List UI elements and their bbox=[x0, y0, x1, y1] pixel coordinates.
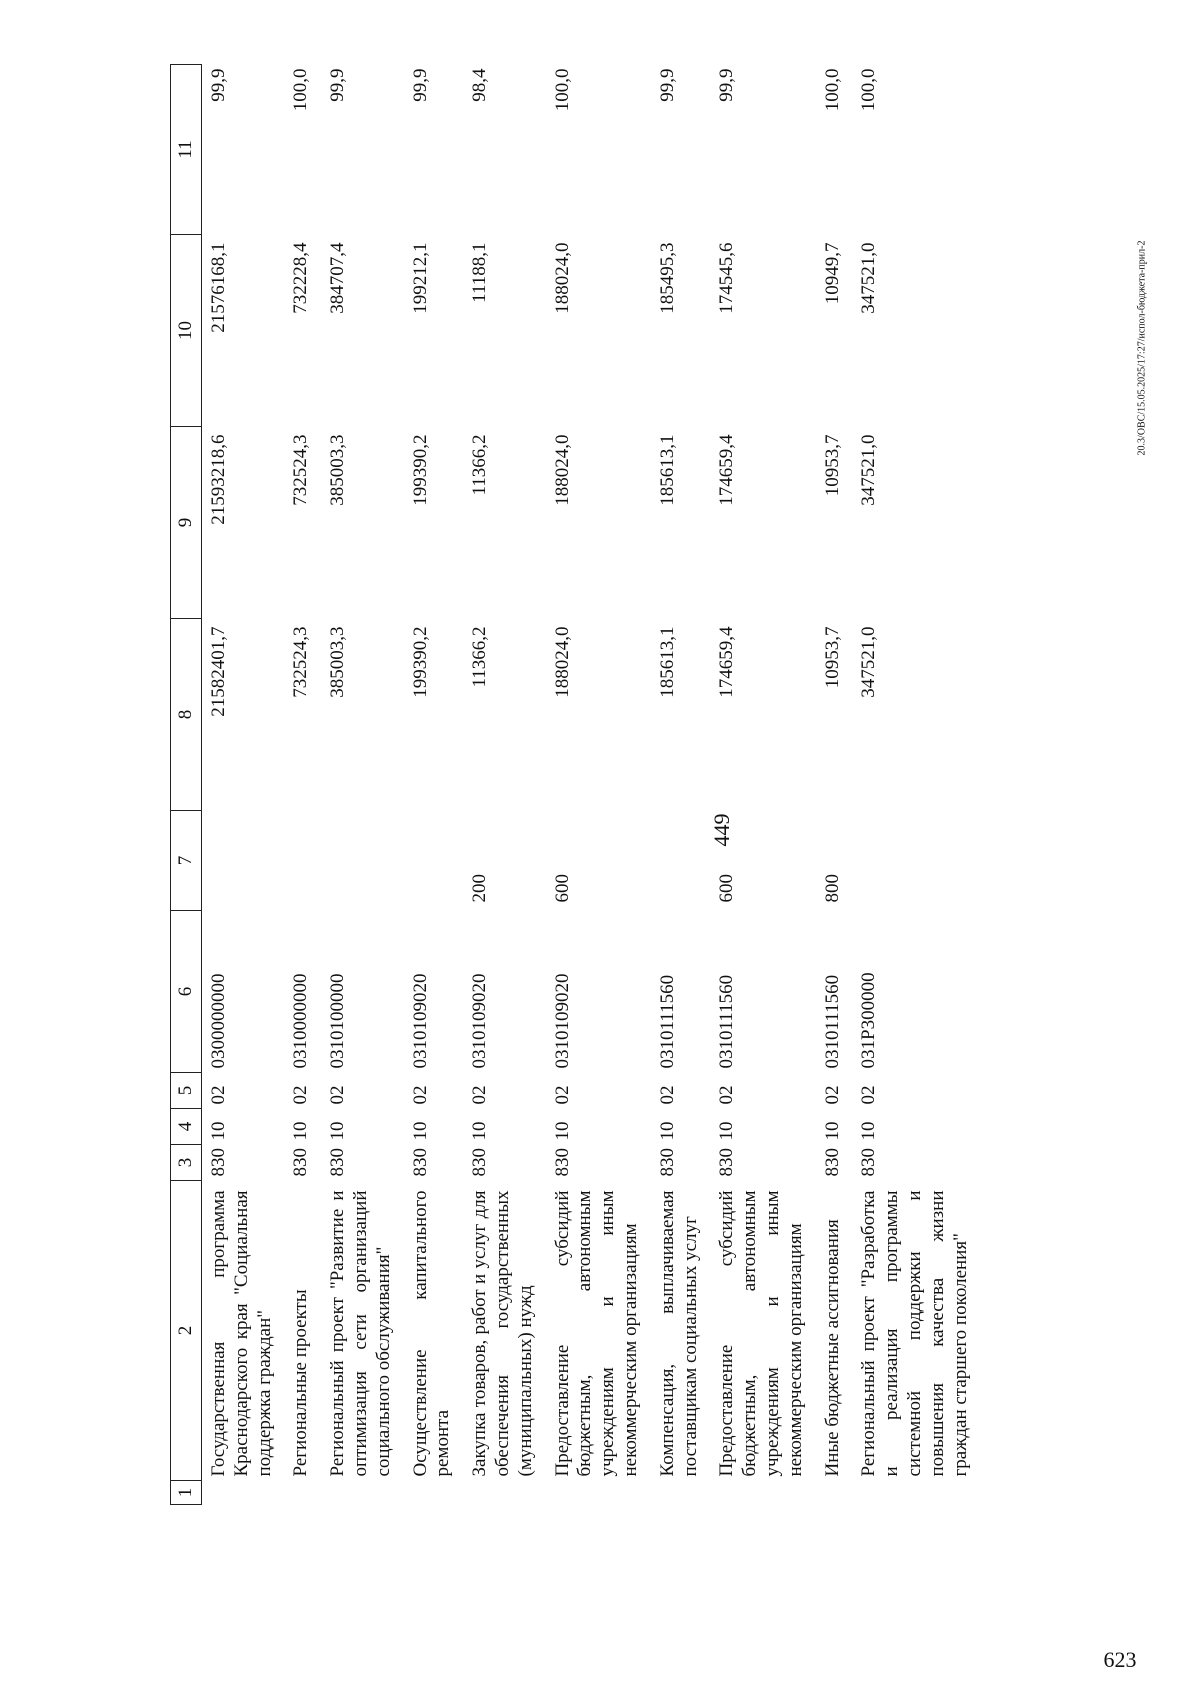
cell-c11: 99,9 bbox=[656, 68, 678, 102]
cell-c5: 02 bbox=[409, 1085, 431, 1105]
table-row bbox=[404, 65, 464, 1505]
column-header: 6 bbox=[171, 911, 202, 1073]
column-header: 11 bbox=[171, 65, 202, 235]
cell-c4: 10 bbox=[290, 1121, 312, 1141]
table-row bbox=[202, 65, 285, 1505]
cell-c8: 199390,2 bbox=[409, 626, 431, 698]
cell-c11: 98,4 bbox=[469, 68, 491, 102]
cell-c3: 830 bbox=[208, 1148, 229, 1177]
cell-c3: 830 bbox=[858, 1148, 880, 1177]
cell-c10: 185495,3 bbox=[656, 242, 678, 314]
cell-c6: 0310109020 bbox=[551, 973, 573, 1069]
cell-c4: 10 bbox=[821, 1121, 843, 1141]
cell-c4: 10 bbox=[858, 1121, 880, 1141]
column-header: 7 bbox=[171, 811, 202, 911]
row-name: Предоставление субсидий бюджетным, автономным учреждениям и иным некоммерческим организациям bbox=[716, 1190, 806, 1477]
cell-c10: 347521,0 bbox=[858, 242, 880, 314]
column-header: 1 bbox=[171, 1481, 202, 1505]
cell-c9: 185613,1 bbox=[656, 434, 678, 506]
cell-c4: 10 bbox=[409, 1121, 431, 1141]
row-name: Иные бюджетные ассигнования bbox=[821, 1219, 843, 1477]
cell-c4: 10 bbox=[469, 1121, 491, 1141]
cell-c8: 732524,3 bbox=[290, 626, 312, 698]
page-number-top: 449 bbox=[709, 813, 734, 847]
row-name: Региональные проекты bbox=[290, 1289, 312, 1477]
column-header: 5 bbox=[171, 1073, 202, 1109]
row-name: Компенсация, выплачиваемая поставщикам социальных услуг bbox=[656, 1190, 701, 1477]
cell-c11: 100,0 bbox=[290, 68, 312, 112]
cell-c6: 0310111560 bbox=[821, 974, 843, 1069]
row-name: Региональный проект "Разработка и реализация программы системной поддержки и повышения качества жизни граждан старшего поколения" bbox=[858, 1190, 971, 1477]
cell-c3: 830 bbox=[656, 1148, 678, 1177]
column-header: 2 bbox=[171, 1181, 202, 1481]
cell-c11: 100,0 bbox=[551, 68, 573, 112]
cell-c6: 031P300000 bbox=[858, 972, 880, 1069]
cell-c11: 99,9 bbox=[208, 68, 229, 102]
cell-c7 bbox=[321, 811, 403, 911]
table-row bbox=[284, 65, 321, 1505]
budget-table bbox=[170, 64, 980, 1505]
cell-c5: 02 bbox=[208, 1085, 229, 1105]
cell-c10: 10949,7 bbox=[821, 242, 843, 305]
cell-c5: 02 bbox=[290, 1085, 312, 1105]
table-row bbox=[546, 65, 651, 1505]
cell-c6: 0310100000 bbox=[327, 973, 349, 1069]
cell-c5: 02 bbox=[716, 1085, 738, 1105]
cell-c7: 800 bbox=[821, 874, 843, 903]
cell-c3: 830 bbox=[716, 1148, 738, 1177]
cell-c8: 21582401,7 bbox=[208, 626, 229, 717]
table-row bbox=[852, 65, 980, 1505]
cell-c9: 199390,2 bbox=[409, 434, 431, 506]
cell-c4: 10 bbox=[327, 1121, 349, 1141]
cell-c10: 174545,6 bbox=[716, 242, 738, 314]
cell-c4: 10 bbox=[656, 1121, 678, 1141]
table-row bbox=[651, 65, 711, 1505]
cell-c7: 600 bbox=[551, 874, 573, 903]
column-header: 9 bbox=[171, 427, 202, 619]
cell-c10: 732228,4 bbox=[290, 242, 312, 314]
cell-c9: 21593218,6 bbox=[208, 434, 229, 525]
column-header: 4 bbox=[171, 1109, 202, 1145]
cell-c4: 10 bbox=[208, 1121, 229, 1141]
cell-c9: 347521,0 bbox=[858, 434, 880, 506]
cell-c6: 0300000000 bbox=[208, 973, 229, 1069]
cell-c8: 347521,0 bbox=[858, 626, 880, 698]
cell-c5: 02 bbox=[551, 1085, 573, 1105]
document-path-footer: 20.3/ОВС/15.05.2025/17:27/испол-бюджета-прил-2 bbox=[1136, 240, 1148, 456]
cell-c5: 02 bbox=[858, 1085, 880, 1105]
cell-c7 bbox=[284, 811, 321, 911]
cell-c7 bbox=[202, 811, 285, 911]
cell-c10: 384707,4 bbox=[327, 242, 349, 314]
cell-c7 bbox=[404, 811, 464, 911]
cell-c8: 385003,3 bbox=[327, 626, 349, 698]
cell-c7: 200 bbox=[469, 874, 491, 903]
cell-c3: 830 bbox=[290, 1148, 312, 1177]
cell-c3: 830 bbox=[551, 1148, 573, 1177]
table-row bbox=[463, 65, 545, 1505]
cell-c7: 600 bbox=[716, 874, 738, 903]
cell-c5: 02 bbox=[327, 1085, 349, 1105]
cell-c3: 830 bbox=[409, 1148, 431, 1177]
cell-c9: 174659,4 bbox=[716, 434, 738, 506]
cell-c3: 830 bbox=[469, 1148, 491, 1177]
cell-c9: 11366,2 bbox=[469, 434, 491, 496]
cell-c11: 99,9 bbox=[716, 68, 738, 102]
cell-c11: 100,0 bbox=[858, 68, 880, 112]
cell-c9: 10953,7 bbox=[821, 434, 843, 497]
cell-c3: 830 bbox=[327, 1148, 349, 1177]
cell-c6: 0310109020 bbox=[469, 973, 491, 1069]
cell-c10: 11188,1 bbox=[469, 242, 491, 303]
cell-c8: 11366,2 bbox=[469, 626, 491, 688]
cell-c7 bbox=[651, 811, 711, 911]
cell-c4: 10 bbox=[551, 1121, 573, 1141]
cell-c10: 199212,1 bbox=[409, 242, 431, 314]
cell-c11: 99,9 bbox=[327, 68, 349, 102]
cell-c6: 0310000000 bbox=[290, 973, 312, 1069]
cell-c11: 99,9 bbox=[409, 68, 431, 102]
table-row bbox=[816, 65, 853, 1505]
cell-c5: 02 bbox=[821, 1085, 843, 1105]
cell-c6: 0310111560 bbox=[716, 974, 738, 1069]
row-name: Региональный проект "Развитие и оптимизация сети организаций социального обслуживания" bbox=[327, 1190, 394, 1477]
cell-c5: 02 bbox=[469, 1085, 491, 1105]
column-header: 3 bbox=[171, 1145, 202, 1181]
cell-c11: 100,0 bbox=[821, 68, 843, 112]
cell-c10: 21576168,1 bbox=[208, 242, 229, 333]
row-name: Осуществление капитального ремонта bbox=[409, 1190, 454, 1477]
cell-c10: 188024,0 bbox=[551, 242, 573, 314]
cell-c9: 385003,3 bbox=[327, 434, 349, 506]
table-header-row bbox=[171, 65, 202, 1505]
page-number-bottom: 623 bbox=[1103, 1647, 1137, 1672]
cell-c4: 10 bbox=[716, 1121, 738, 1141]
row-name: Закупка товаров, работ и услуг для обеспечения государственных (муниципальных) нужд bbox=[469, 1190, 536, 1477]
cell-c8: 174659,4 bbox=[716, 626, 738, 698]
cell-c6: 0310111560 bbox=[656, 974, 678, 1069]
row-name: Государственная программа Краснодарского края "Социальная поддержка граждан" bbox=[208, 1190, 275, 1477]
cell-c7 bbox=[852, 811, 980, 911]
row-name: Предоставление субсидий бюджетным, автономным учреждениям и иным некоммерческим организациям bbox=[551, 1190, 641, 1477]
cell-c9: 732524,3 bbox=[290, 434, 312, 506]
cell-c8: 185613,1 bbox=[656, 626, 678, 698]
column-header: 8 bbox=[171, 619, 202, 811]
cell-c8: 10953,7 bbox=[821, 626, 843, 689]
cell-c3: 830 bbox=[821, 1148, 843, 1177]
cell-c9: 188024,0 bbox=[551, 434, 573, 506]
table-row bbox=[321, 65, 403, 1505]
cell-c6: 0310109020 bbox=[409, 973, 431, 1069]
cell-c5: 02 bbox=[656, 1085, 678, 1105]
table-row bbox=[710, 65, 815, 1505]
budget-table-container bbox=[170, 65, 1170, 1505]
cell-c8: 188024,0 bbox=[551, 626, 573, 698]
column-header: 10 bbox=[171, 235, 202, 427]
